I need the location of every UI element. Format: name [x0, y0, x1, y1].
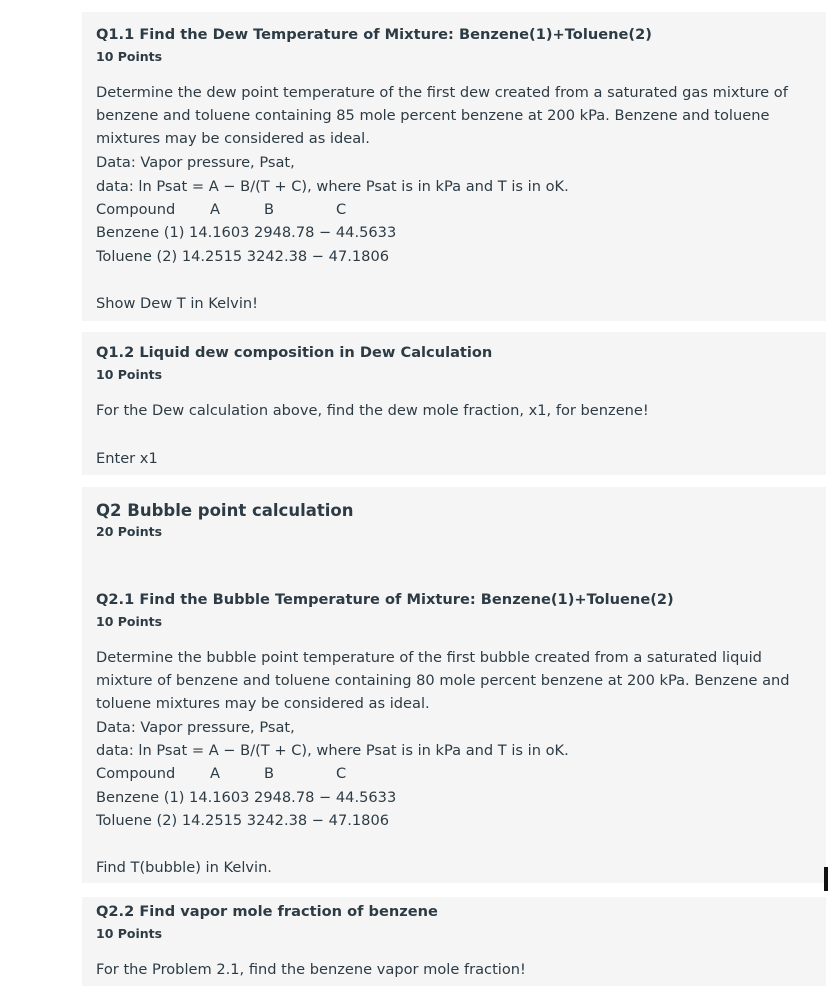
compound-table-header [96, 765, 346, 782]
header-a: A [210, 765, 220, 782]
header-c: C [336, 201, 347, 218]
question-text-line: Determine the bubble point temperature of the first bubble created from a saturated liquid [96, 649, 762, 666]
header-c: C [336, 765, 347, 782]
question-title: Q1.1 Find the Dew Temperature of Mixture: Benzene(1)+Toluene(2) [96, 26, 652, 43]
question-title: Q2.2 Find vapor mole fraction of benzene [96, 903, 438, 920]
question-text-line: data: ln Psat = A − B/(T + C), where Psat is in kPa and T is in oK. [96, 742, 569, 759]
header-compound: Compound [96, 201, 176, 218]
answer-prompt: Enter x1 [96, 450, 158, 467]
text-cursor [824, 867, 828, 891]
question-group-points: 20 Points [96, 524, 163, 539]
question-card-q2-2 [82, 897, 826, 986]
header-b: B [264, 765, 275, 782]
question-card-q1-1 [82, 12, 826, 321]
compound-table-header [96, 201, 346, 218]
question-points: 10 Points [96, 926, 163, 941]
question-card-q1-2 [82, 332, 826, 475]
question-text-line: benzene and toluene containing 85 mole percent benzene at 200 kPa. Benzene and toluene [96, 107, 770, 124]
header-b: B [264, 201, 275, 218]
question-text-line: Data: Vapor pressure, Psat, [96, 719, 295, 736]
question-group-title: Q2 Bubble point calculation [96, 501, 354, 520]
header-compound: Compound [96, 765, 176, 782]
question-text-line: mixture of benzene and toluene containing 80 mole percent benzene at 200 kPa. Benzene and [96, 672, 790, 689]
answer-prompt: Find T(bubble) in Kelvin. [96, 859, 272, 876]
question-text-line: For the Dew calculation above, find the dew mole fraction, x1, for benzene! [96, 402, 649, 419]
question-title: Q1.2 Liquid dew composition in Dew Calculation [96, 344, 493, 361]
question-text-line: For the Problem 2.1, find the benzene vapor mole fraction! [96, 961, 526, 978]
compound-row-toluene: Toluene (2) 14.2515 3242.38 − 47.1806 [96, 812, 390, 829]
question-text-line: Determine the dew point temperature of the first dew created from a saturated gas mixture of [96, 84, 788, 101]
question-text-line: mixtures may be considered as ideal. [96, 130, 370, 147]
question-text-line: Data: Vapor pressure, Psat, [96, 154, 295, 171]
question-card-q2 [82, 487, 826, 883]
question-text-line: data: ln Psat = A − B/(T + C), where Psat is in kPa and T is in oK. [96, 178, 569, 195]
header-a: A [210, 201, 220, 218]
compound-row-benzene: Benzene (1) 14.1603 2948.78 − 44.5633 [96, 789, 397, 806]
question-points: 10 Points [96, 367, 163, 382]
compound-row-toluene: Toluene (2) 14.2515 3242.38 − 47.1806 [96, 248, 390, 265]
question-text-line: toluene mixtures may be considered as ideal. [96, 695, 430, 712]
answer-prompt: Show Dew T in Kelvin! [96, 295, 258, 312]
question-title: Q2.1 Find the Bubble Temperature of Mixture: Benzene(1)+Toluene(2) [96, 591, 674, 608]
question-points: 10 Points [96, 49, 163, 64]
question-points: 10 Points [96, 614, 163, 629]
compound-row-benzene: Benzene (1) 14.1603 2948.78 − 44.5633 [96, 224, 397, 241]
